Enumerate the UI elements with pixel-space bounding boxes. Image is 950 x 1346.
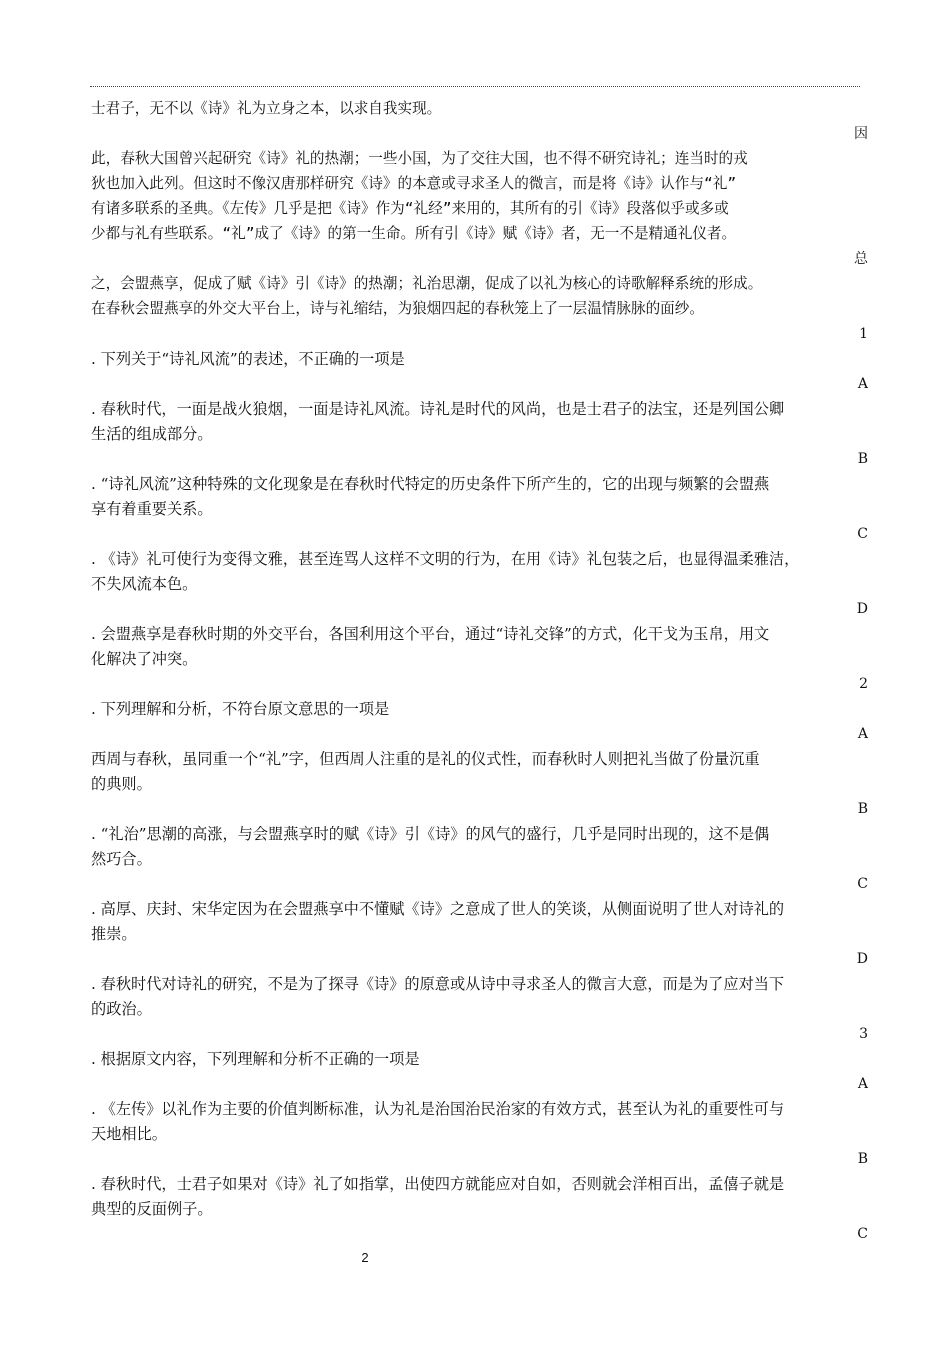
question-2-stem: . 下列理解和分析，不符台原文意思的一项是: [91, 700, 390, 718]
option-label-3a: A: [857, 1076, 868, 1092]
option-3b-line-1: . 春秋时代，士君子如果对《诗》礼了如指掌，出使四方就能应对自如，否则就会洋相百出，孟僖子就是: [91, 1175, 785, 1193]
option-label-1a: A: [857, 376, 868, 392]
question-number-3: 3: [859, 1026, 868, 1042]
option-2c-line-2: 推崇。: [91, 925, 137, 943]
passage-line-3: 狄也加入此列。但这时不像汉唐那样研究《诗》的本意或寻求圣人的微言，而是将《诗》认作与“礼”: [91, 175, 737, 192]
margin-marker-yin: 因: [854, 126, 868, 142]
option-1b-line-1: . “诗礼风流”这种特殊的文化现象是在春秋时代特定的历史条件下所产生的，它的出现与频繁的会盟燕: [91, 475, 770, 493]
option-2d-line-2: 的政治。: [91, 1000, 152, 1018]
option-label-3b: B: [857, 1151, 868, 1167]
option-3b-line-2: 典型的反面例子。: [91, 1200, 213, 1218]
option-1a-line-1: . 春秋时代，一面是战火狼烟，一面是诗礼风流。诗礼是时代的风尚，也是士君子的法宝，还是列国公卿: [91, 400, 785, 418]
option-1d-line-2: 化解决了冲突。: [91, 650, 198, 668]
question-number-1: 1: [859, 326, 868, 342]
option-1d-line-1: . 会盟燕享是春秋时期的外交平台，各国利用这个平台，通过“诗礼交锋”的方式，化干戈为玉帛，用文: [91, 625, 770, 643]
option-label-1b: B: [857, 451, 868, 467]
option-2a-line-1: 西周与春秋，虽同重一个“礼”字，但西周人注重的是礼的仪式性，而春秋时人则把礼当做了份量沉重: [91, 750, 760, 768]
option-2b-line-1: . “礼治”思潮的高涨，与会盟燕享时的赋《诗》引《诗》的风气的盛行，几乎是同时出现的，这不是偶: [91, 825, 770, 843]
margin-marker-zong: 总: [854, 251, 868, 267]
passage-line-6: 之，会盟燕享，促成了赋《诗》引《诗》的热潮；礼治思潮，促成了以礼为核心的诗歌解释系统的形成。: [91, 275, 763, 292]
page-number: 2: [361, 1250, 369, 1265]
option-label-3c: C: [857, 1226, 868, 1242]
question-3-stem: . 根据原文内容，下列理解和分析不正确的一项是: [91, 1050, 420, 1068]
passage-line-7: 在春秋会盟燕享的外交大平台上，诗与礼缩结，为狼烟四起的春秋笼上了一层温情脉脉的面纱。: [91, 300, 704, 317]
question-1-stem: . 下列关于“诗礼风流”的表述，不正确的一项是: [91, 350, 405, 368]
option-label-1c: C: [857, 526, 868, 542]
option-1a-line-2: 生活的组成部分。: [91, 425, 213, 443]
option-3a-line-2: 天地相比。: [91, 1125, 167, 1143]
passage-line-1: 士君子，无不以《诗》礼为立身之本，以求自我实现。: [91, 100, 442, 117]
option-2d-line-1: . 春秋时代对诗礼的研究，不是为了探寻《诗》的原意或从诗中寻求圣人的微言大意，而是为了应对当下: [91, 975, 785, 993]
option-label-1d: D: [856, 601, 868, 617]
top-dotted-rule: [90, 86, 860, 87]
option-label-2b: B: [857, 801, 868, 817]
option-2a-line-2: 的典则。: [91, 775, 152, 793]
option-label-2c: C: [857, 876, 868, 892]
option-3a-line-1: . 《左传》以礼作为主要的价值判断标准，认为礼是治国治民治家的有效方式，甚至认为礼的重要性可与: [91, 1100, 785, 1118]
option-2c-line-1: . 高厚、庆封、宋华定因为在会盟燕享中不懂赋《诗》之意成了世人的笑谈，从侧面说明了世人对诗礼的: [91, 900, 785, 918]
option-1c-line-1: . 《诗》礼可使行为变得文雅，甚至连骂人这样不文明的行为，在用《诗》礼包装之后，也显得温柔雅洁，: [91, 550, 800, 568]
option-label-2a: A: [857, 726, 868, 742]
option-1b-line-2: 享有着重要关系。: [91, 500, 213, 518]
option-1c-line-2: 不失风流本色。: [91, 575, 198, 593]
passage-line-5: 少都与礼有些联系。“礼”成了《诗》的第一生命。所有引《诗》赋《诗》者，无一不是精通礼仪者。: [91, 225, 737, 242]
option-2b-line-2: 然巧合。: [91, 850, 152, 868]
question-number-2: 2: [859, 676, 868, 692]
passage-line-4: 有诸多联系的圣典。《左传》几乎是把《诗》作为“礼经”来用的，其所有的引《诗》段落似乎或多或: [91, 200, 729, 217]
passage-line-2: 此，春秋大国曾兴起研究《诗》礼的热潮；一些小国，为了交往大国，也不得不研究诗礼；连当时的戎: [91, 150, 748, 167]
option-label-2d: D: [856, 951, 868, 967]
